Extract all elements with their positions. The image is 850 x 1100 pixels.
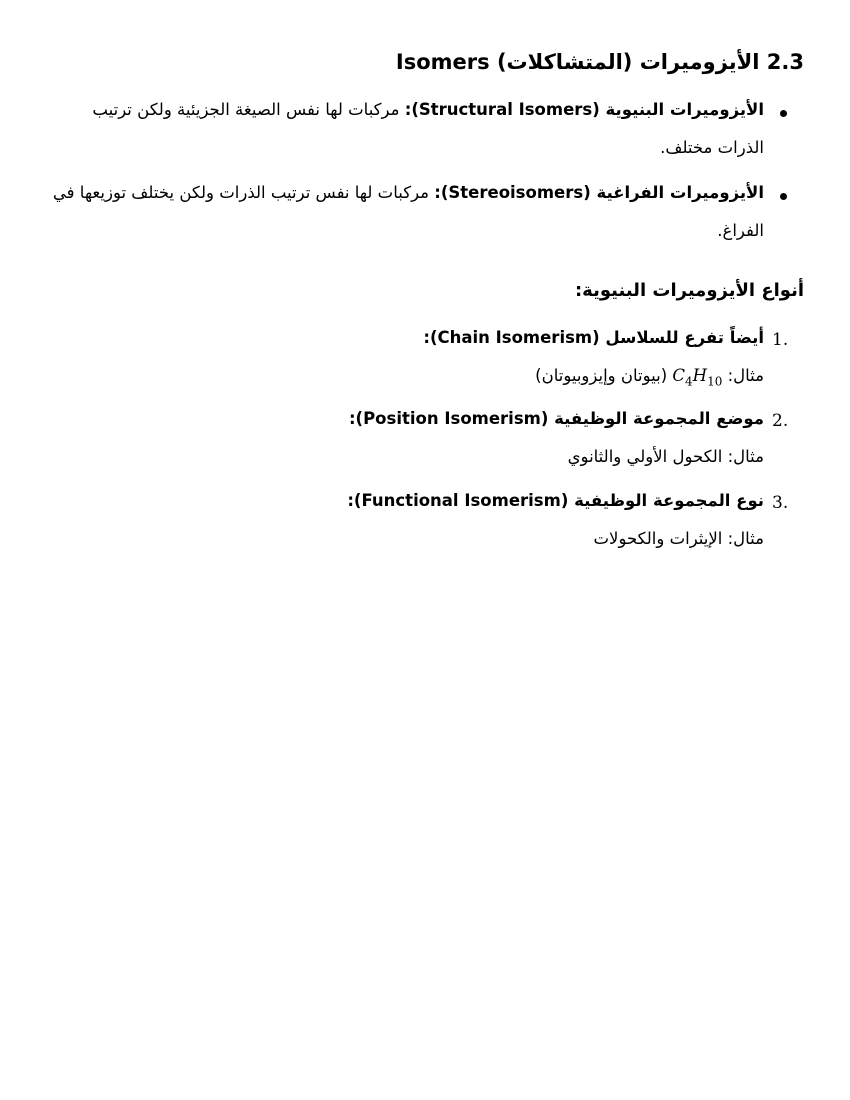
list-number: 1. xyxy=(772,330,789,350)
bullet-text: مركبات لها نفس الصيغة الجزيئية ولكن ترتيب xyxy=(92,100,400,119)
bullet-dot xyxy=(780,193,787,200)
section-number: 2.3 xyxy=(766,50,804,74)
bullet-structural-line2: الذرات مختلف. xyxy=(660,138,764,157)
type-chain-example xyxy=(535,366,764,388)
bullet-stereo-line1 xyxy=(53,183,764,202)
bullet-term: الأيزوميرات الفراغية (Stereoisomers): xyxy=(434,183,764,202)
type-functional-title: نوع المجموعة الوظيفية (Functional Isomerism): xyxy=(347,491,764,510)
bullet-structural-line1 xyxy=(92,100,764,119)
section-title-text: الأيزوميرات (المتشاكلات) Isomers xyxy=(395,50,760,74)
example-prefix: مثال: xyxy=(727,366,764,385)
list-number: 3. xyxy=(772,493,789,513)
types-heading: أنواع الأيزوميرات البنيوية: xyxy=(574,280,804,301)
bullet-dot xyxy=(780,110,787,117)
bullet-term: الأيزوميرات البنيوية (Structural Isomers): xyxy=(404,100,764,119)
bullet-stereo-line2: الفراغ. xyxy=(717,221,764,240)
list-number: 2. xyxy=(772,411,789,431)
type-functional-example: مثال: الإيثرات والكحولات xyxy=(593,529,764,548)
type-position-example: مثال: الكحول الأولي والثانوي xyxy=(567,447,764,466)
type-position-title: موضع المجموعة الوظيفية (Position Isomerism): xyxy=(348,409,764,428)
section-title xyxy=(396,50,804,74)
type-chain-title: أيضاً تفرع للسلاسل (Chain Isomerism): xyxy=(423,328,764,347)
example-text: (بيوتان وإيزوبيوتان) xyxy=(535,366,668,385)
bullet-text: مركبات لها نفس ترتيب الذرات ولكن يختلف توزيعها في xyxy=(52,183,430,202)
formula-c4h10: $C_4H_{10}$ xyxy=(672,366,723,389)
